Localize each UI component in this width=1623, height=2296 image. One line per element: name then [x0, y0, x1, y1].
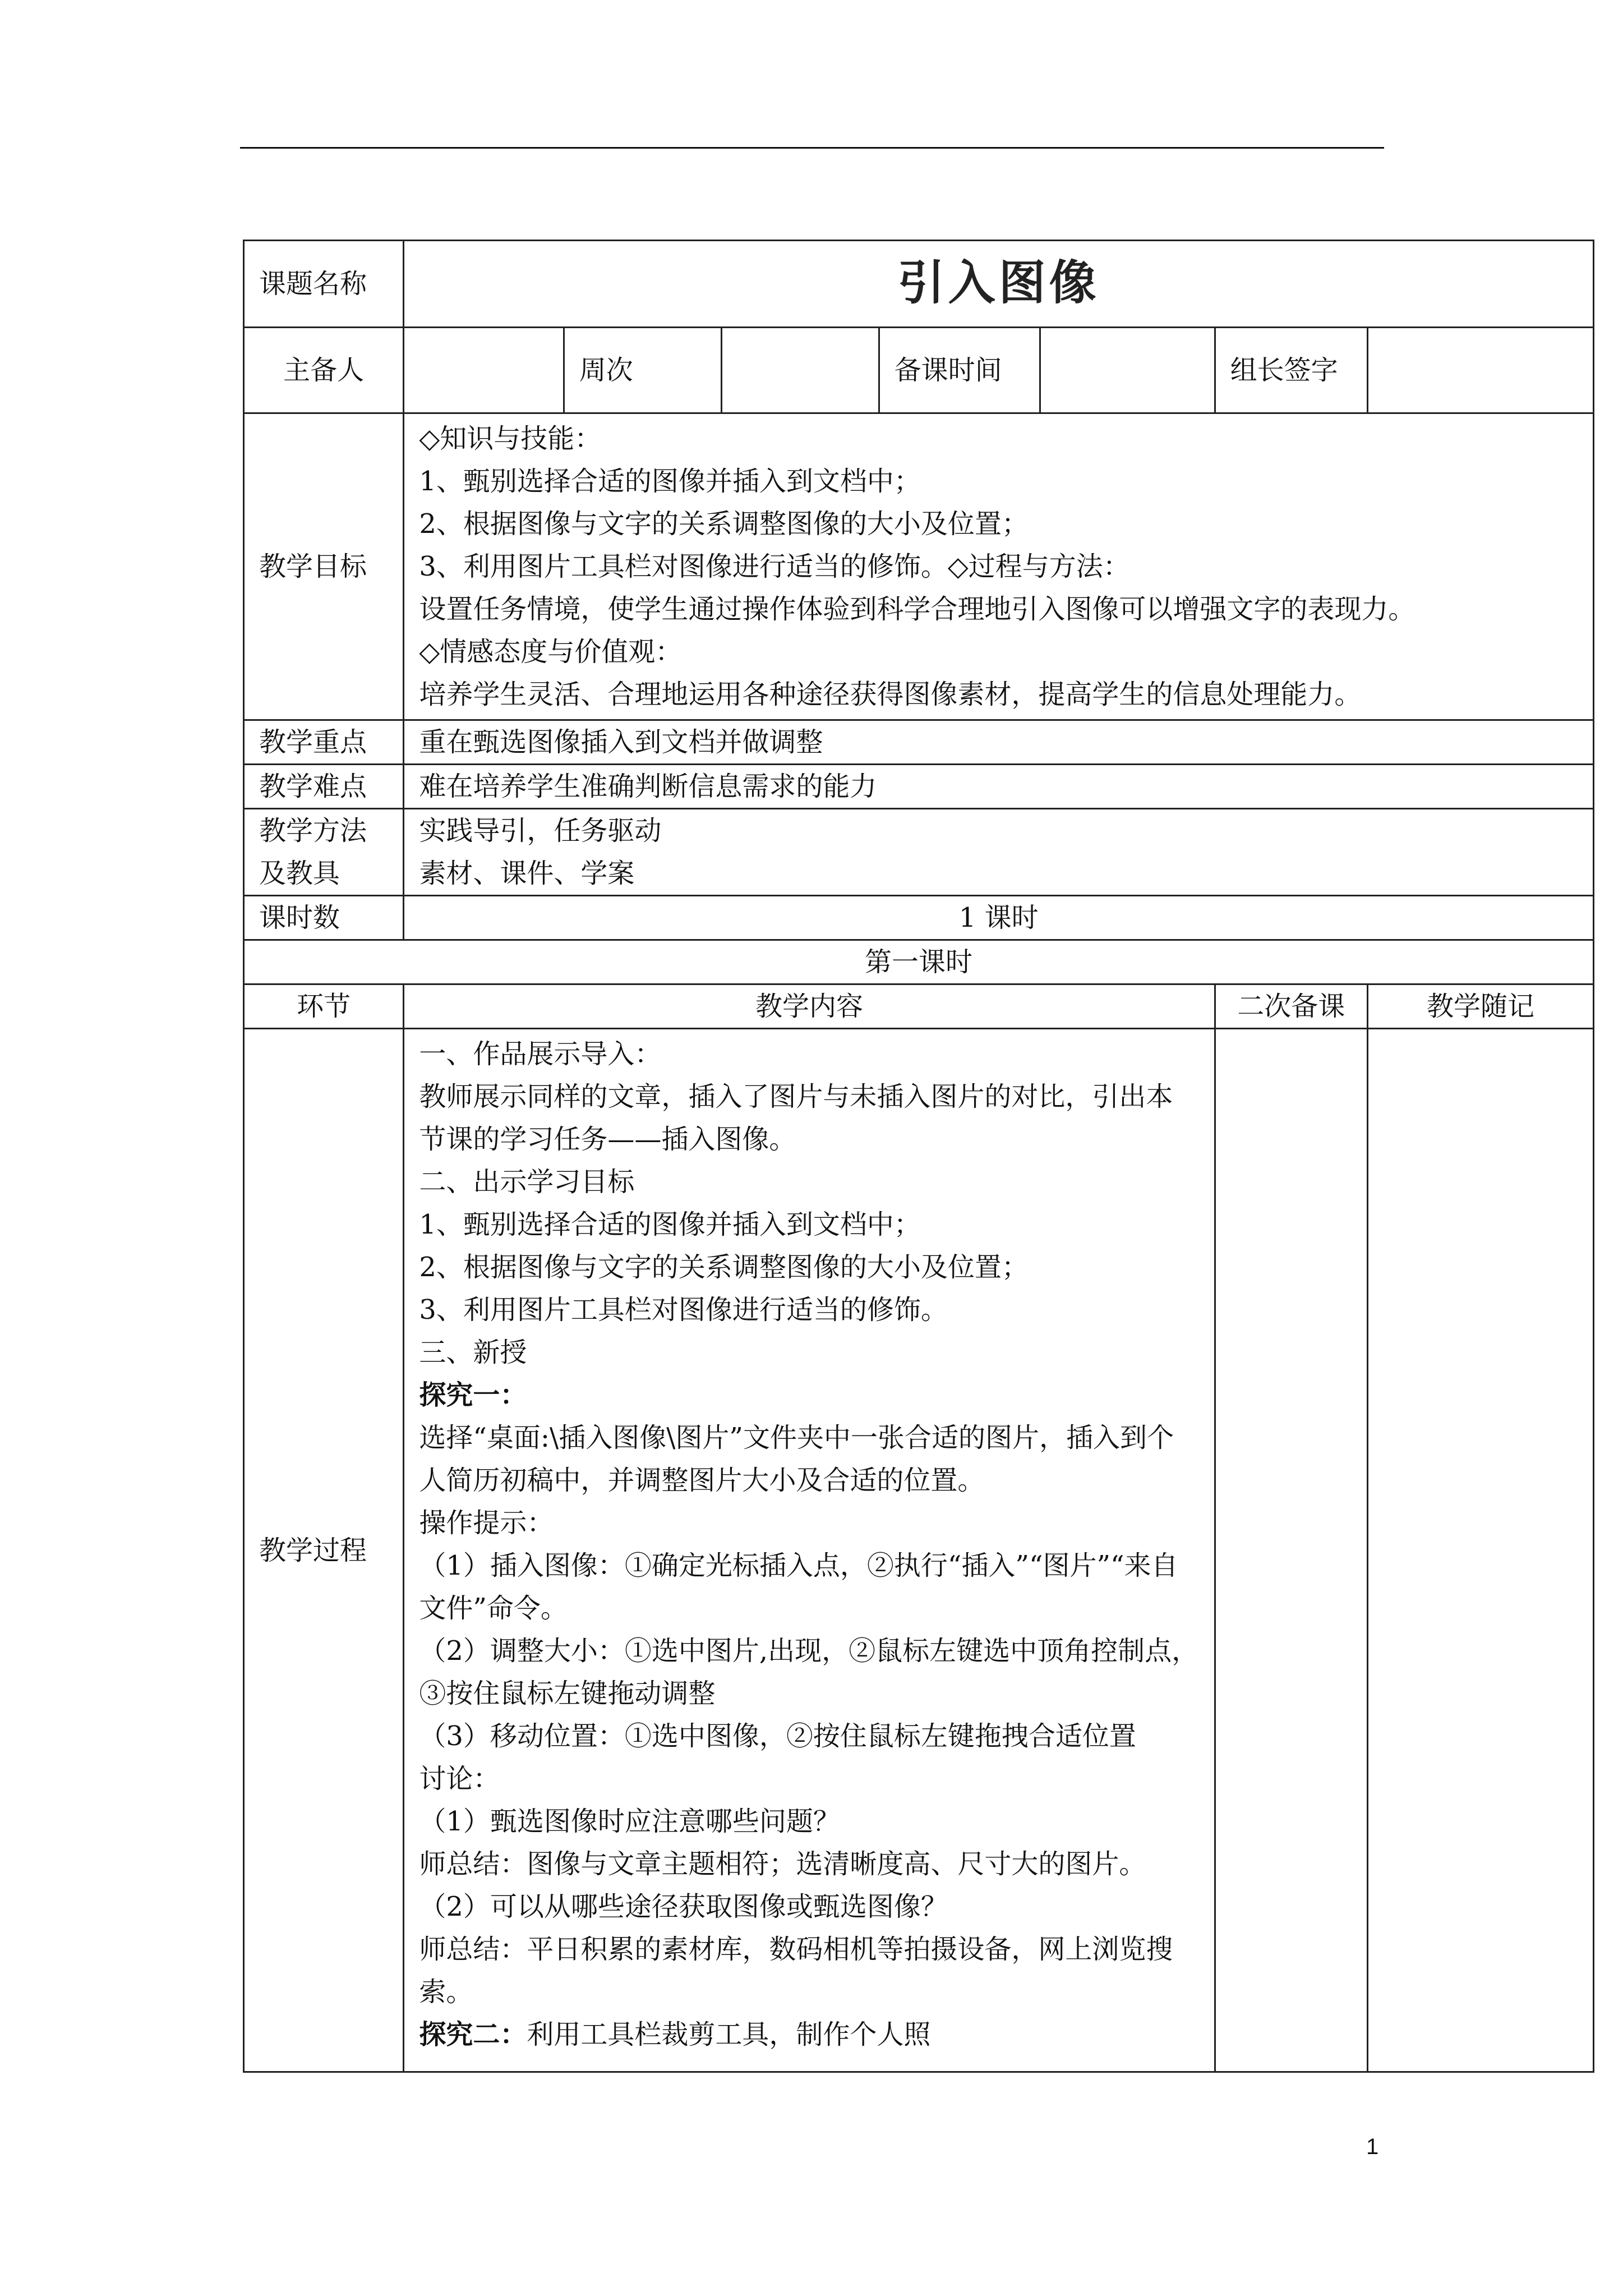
session-header-row [244, 940, 1594, 984]
process-line: 1、甄别选择合适的图像并插入到文档中； [419, 1209, 921, 1240]
difficulty-row [244, 765, 1594, 809]
process-line: （2）可以从哪些途径获取图像或甄选图像？ [419, 1891, 948, 1922]
objective-line: 2、根据图像与文字的关系调整图像的大小及位置； [419, 508, 1029, 540]
leader-sign-label: 组长签字 [1215, 328, 1367, 413]
objective-line: 1、甄别选择合适的图像并插入到文档中； [419, 466, 921, 497]
process-line: 三、新授 [419, 1337, 527, 1368]
process-line: 3、利用图片工具栏对图像进行适当的修饰。 [419, 1294, 948, 1326]
methods-label [244, 809, 404, 896]
objective-line: 设置任务情境，使学生通过操作体验到科学合理地引入图像可以增强文字的表现力。 [419, 593, 1415, 625]
objective-line: ◇情感态度与价值观： [419, 636, 683, 668]
process-line: （3）移动位置：①选中图像，②按住鼠标左键拖拽合适位置 [419, 1720, 1136, 1752]
process-last-line [419, 2013, 1199, 2056]
prep-time-label: 备课时间 [879, 328, 1040, 413]
methods-label-line2: 及教具 [259, 858, 340, 889]
methods-content [404, 809, 1594, 896]
objective-line: ◇知识与技能： [419, 423, 602, 454]
lesson-plan-table [243, 240, 1594, 2073]
methods-label-line1: 教学方法 [259, 815, 367, 846]
process-label: 教学过程 [244, 1029, 404, 2072]
prep-time-value [1040, 328, 1215, 413]
process-line: 2、根据图像与文字的关系调整图像的大小及位置； [419, 1251, 1029, 1283]
process-line: 选择“桌面:\插入图像\图片”文件夹中一张合适的图片，插入到个人简历初稿中，并调整图片大小及合适的位置。 [419, 1422, 1174, 1496]
key-point-row [244, 720, 1594, 765]
session-header: 第一课时 [244, 940, 1594, 984]
week-label: 周次 [564, 328, 721, 413]
column-stage: 环节 [244, 984, 404, 1029]
lesson-title: 引入图像 [897, 255, 1100, 310]
notes-cell [1367, 1029, 1593, 2072]
process-line: 师总结：图像与文章主题相符；选清晰度高、尺寸大的图片。 [419, 1848, 1146, 1880]
column-content: 教学内容 [404, 984, 1215, 1029]
objective-line: 培养学生灵活、合理地运用各种途径获得图像素材，提高学生的信息处理能力。 [419, 679, 1362, 710]
process-last-line-bold: 探究二： [419, 2019, 527, 2050]
process-line: 探究一： [419, 1379, 527, 1411]
week-value [721, 328, 879, 413]
key-point-value: 重在甄选图像插入到文档并做调整 [404, 720, 1594, 765]
second-prep-cell [1215, 1029, 1367, 2072]
periods-value: 1 课时 [404, 896, 1594, 940]
header-rule [240, 147, 1384, 149]
methods-line1: 实践导引，任务驱动 [419, 815, 662, 846]
leader-sign-value [1367, 328, 1593, 413]
difficulty-value: 难在培养学生准确判断信息需求的能力 [404, 765, 1594, 809]
key-point-label: 教学重点 [244, 720, 404, 765]
objective-line: 3、利用图片工具栏对图像进行适当的修饰。◇过程与方法： [419, 551, 1130, 582]
process-line: 讨论： [419, 1763, 500, 1795]
page-number: 1 [1366, 2134, 1379, 2159]
objectives-content [404, 413, 1594, 720]
methods-line2: 素材、课件、学案 [419, 858, 635, 889]
process-last-line-rest: 利用工具栏裁剪工具，制作个人照 [527, 2019, 931, 2050]
columns-header-row [244, 984, 1594, 1029]
process-line: 二、出示学习目标 [419, 1166, 635, 1198]
column-notes: 教学随记 [1367, 984, 1593, 1029]
process-content [404, 1029, 1215, 2072]
meta-row [244, 328, 1594, 413]
periods-row [244, 896, 1594, 940]
preparer-value [404, 328, 564, 413]
objectives-label: 教学目标 [244, 413, 404, 720]
title-label: 课题名称 [244, 241, 404, 328]
objectives-row [244, 413, 1594, 720]
preparer-label: 主备人 [244, 328, 404, 413]
process-line: （2）调整大小：①选中图片,出现，②鼠标左键选中顶角控制点，③按住鼠标左键拖动调整 [419, 1635, 1199, 1709]
process-line: 师总结：平日积累的素材库，数码相机等拍摄设备，网上浏览搜索。 [419, 1934, 1173, 2008]
process-line: （1）插入图像：①确定光标插入点，②执行“插入”“图片”“来自文件”命令。 [419, 1550, 1178, 1624]
periods-label: 课时数 [244, 896, 404, 940]
methods-row [244, 809, 1594, 896]
process-line: 一、作品展示导入： [419, 1038, 662, 1070]
difficulty-label: 教学难点 [244, 765, 404, 809]
title-row [244, 241, 1594, 328]
column-second-prep: 二次备课 [1215, 984, 1367, 1029]
process-line: （1）甄选图像时应注意哪些问题？ [419, 1806, 840, 1837]
title-cell [404, 241, 1594, 328]
process-line: 教师展示同样的文章，插入了图片与未插入图片的对比，引出本节课的学习任务——插入图像。 [419, 1081, 1173, 1155]
process-row [244, 1029, 1594, 2072]
process-line: 操作提示： [419, 1507, 554, 1539]
